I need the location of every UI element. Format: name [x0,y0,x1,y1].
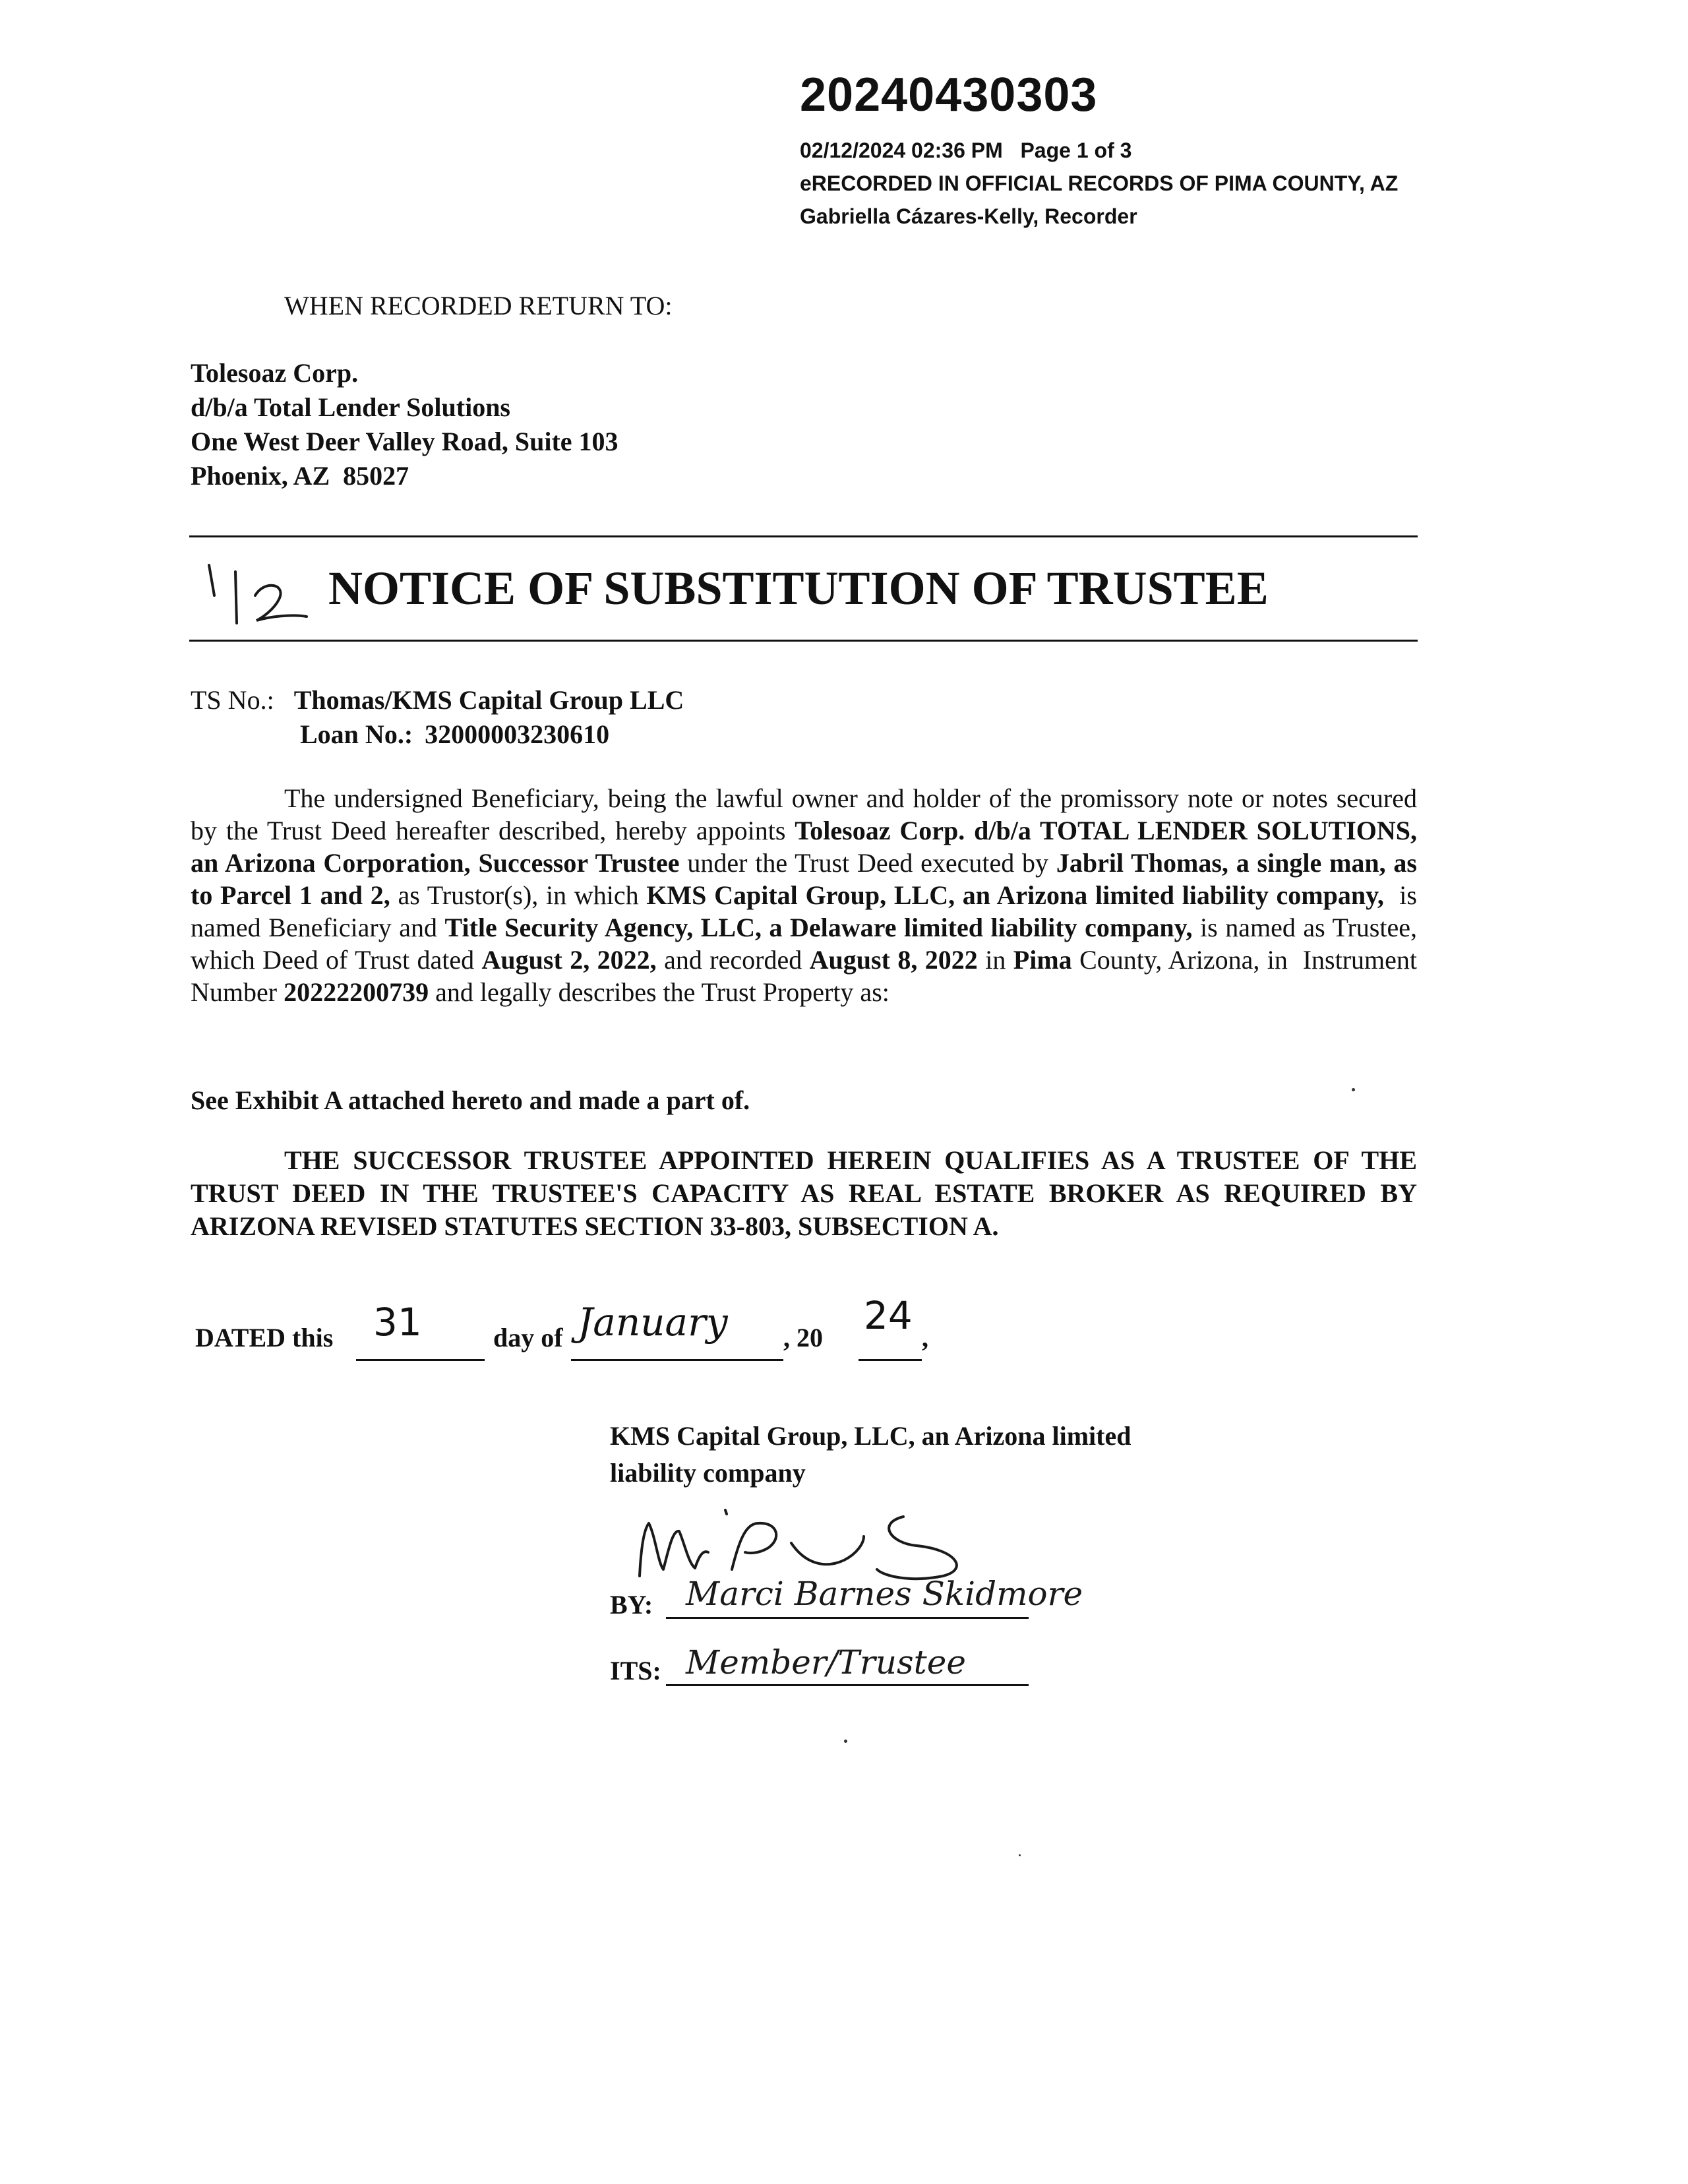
recorder-name: Gabriella Cázares-Kelly, Recorder [800,204,1137,228]
instrument-number: 20222200739 [284,977,429,1007]
ts-value: Thomas/KMS Capital Group LLC [293,685,684,715]
dated-year-prefix: , 20 [783,1323,823,1352]
document-title: NOTICE OF SUBSTITUTION OF TRUSTEE [328,562,1269,615]
dated-line [195,1293,986,1375]
title-top-rule [189,535,1418,537]
return-address-line: Tolesoaz Corp. [191,358,359,388]
company-line: KMS Capital Group, LLC, an Arizona limited [610,1421,1131,1451]
dated-month: January [578,1300,728,1345]
handwritten-page-mark [201,557,313,630]
dated-suffix: , [922,1323,928,1352]
by-label-text: BY: [610,1590,653,1620]
scan-speck [1352,1088,1355,1091]
return-address-line: d/b/a Total Lender Solutions [191,392,510,422]
body-text: and recorded [656,945,810,975]
company-line: liability company [610,1458,806,1488]
beneficiary: KMS Capital Group, LLC, an Arizona limited liability company, [646,880,1384,910]
its-blank [666,1684,1029,1686]
original-trustee: Title Security Agency, LLC, a Delaware limited liability company, [444,913,1193,942]
signatory-company [610,1418,1131,1492]
qualification-text: THE SUCCESSOR TRUSTEE APPOINTED HEREIN QUALIFIES AS A TRUSTEE OF THE TRUST DEED IN THE TRUSTEE'S CAPACITY AS REAL ESTATE BROKER AS REQUIRED BY ARIZONA REVISED STATUTES SECTION 33-803, SUBSECTION A. [191,1145,1417,1241]
return-address-line: Phoenix, AZ 85027 [191,461,409,491]
body-text: County, Arizona, in Instrument Number [191,945,1424,1007]
dated-day: 31 [373,1300,422,1345]
body-text: and legally describes the Trust Property as: [429,977,889,1007]
year-blank [859,1341,922,1361]
body-text: The undersigned Beneficiary, being the lawful owner and holder of the promissory note or notes secured by the Trust Deed hereafter described, hereby appoints [191,783,1417,845]
return-address-line: One West Deer Valley Road, Suite 103 [191,427,618,456]
body-text: is named Beneficiary and [191,880,1424,942]
recorded-date: August 8, 2022 [809,945,978,975]
trustor: Jabril Thomas, a single man, as to Parcel 1 and 2, [191,848,1417,910]
loan-value: 32000003230610 [425,719,610,749]
loan-label: Loan No.: [300,719,413,749]
title-bottom-rule [189,640,1418,642]
its-label [610,1655,661,1686]
deed-date: August 2, 2022, [481,945,657,975]
recording-number: 20240430303 [800,69,1098,121]
body-text: in [977,945,1013,975]
qualification-paragraph [191,1144,1417,1243]
by-label [610,1589,653,1620]
by-blank [666,1617,1029,1619]
dated-prefix: DATED this [195,1323,334,1352]
return-address [191,356,618,493]
signer-title: Member/Trustee [686,1643,966,1682]
scan-speck [844,1740,847,1743]
exhibit-reference: See Exhibit A attached hereto and made a part of. [191,1085,750,1115]
appointment-paragraph [191,782,1424,1008]
county: Pima [1013,945,1072,975]
ts-block [191,683,684,752]
recording-office: eRECORDED IN OFFICIAL RECORDS OF PIMA COUNTY, AZ [800,171,1399,195]
recording-datetime-page: 02/12/2024 02:36 PM Page 1 of 3 [800,138,1132,162]
ts-label: TS No.: [191,685,274,715]
successor-trustee: Tolesoaz Corp. d/b/a TOTAL LENDER SOLUTIONS, an Arizona Corporation, Successor Trustee [191,816,1418,878]
return-heading: WHEN RECORDED RETURN TO: [284,291,673,320]
body-text: is named as Trustee, which Deed of Trust dated [191,913,1417,975]
body-text: as Trustor(s), in which [390,880,647,910]
dated-year: 24 [864,1293,913,1338]
dated-mid: day of [493,1323,563,1352]
its-label-text: ITS: [610,1656,661,1685]
signer-name: Marci Barnes Skidmore [686,1575,1083,1613]
scan-speck [1019,1854,1021,1856]
body-text: under the Trust Deed executed by [679,848,1056,878]
